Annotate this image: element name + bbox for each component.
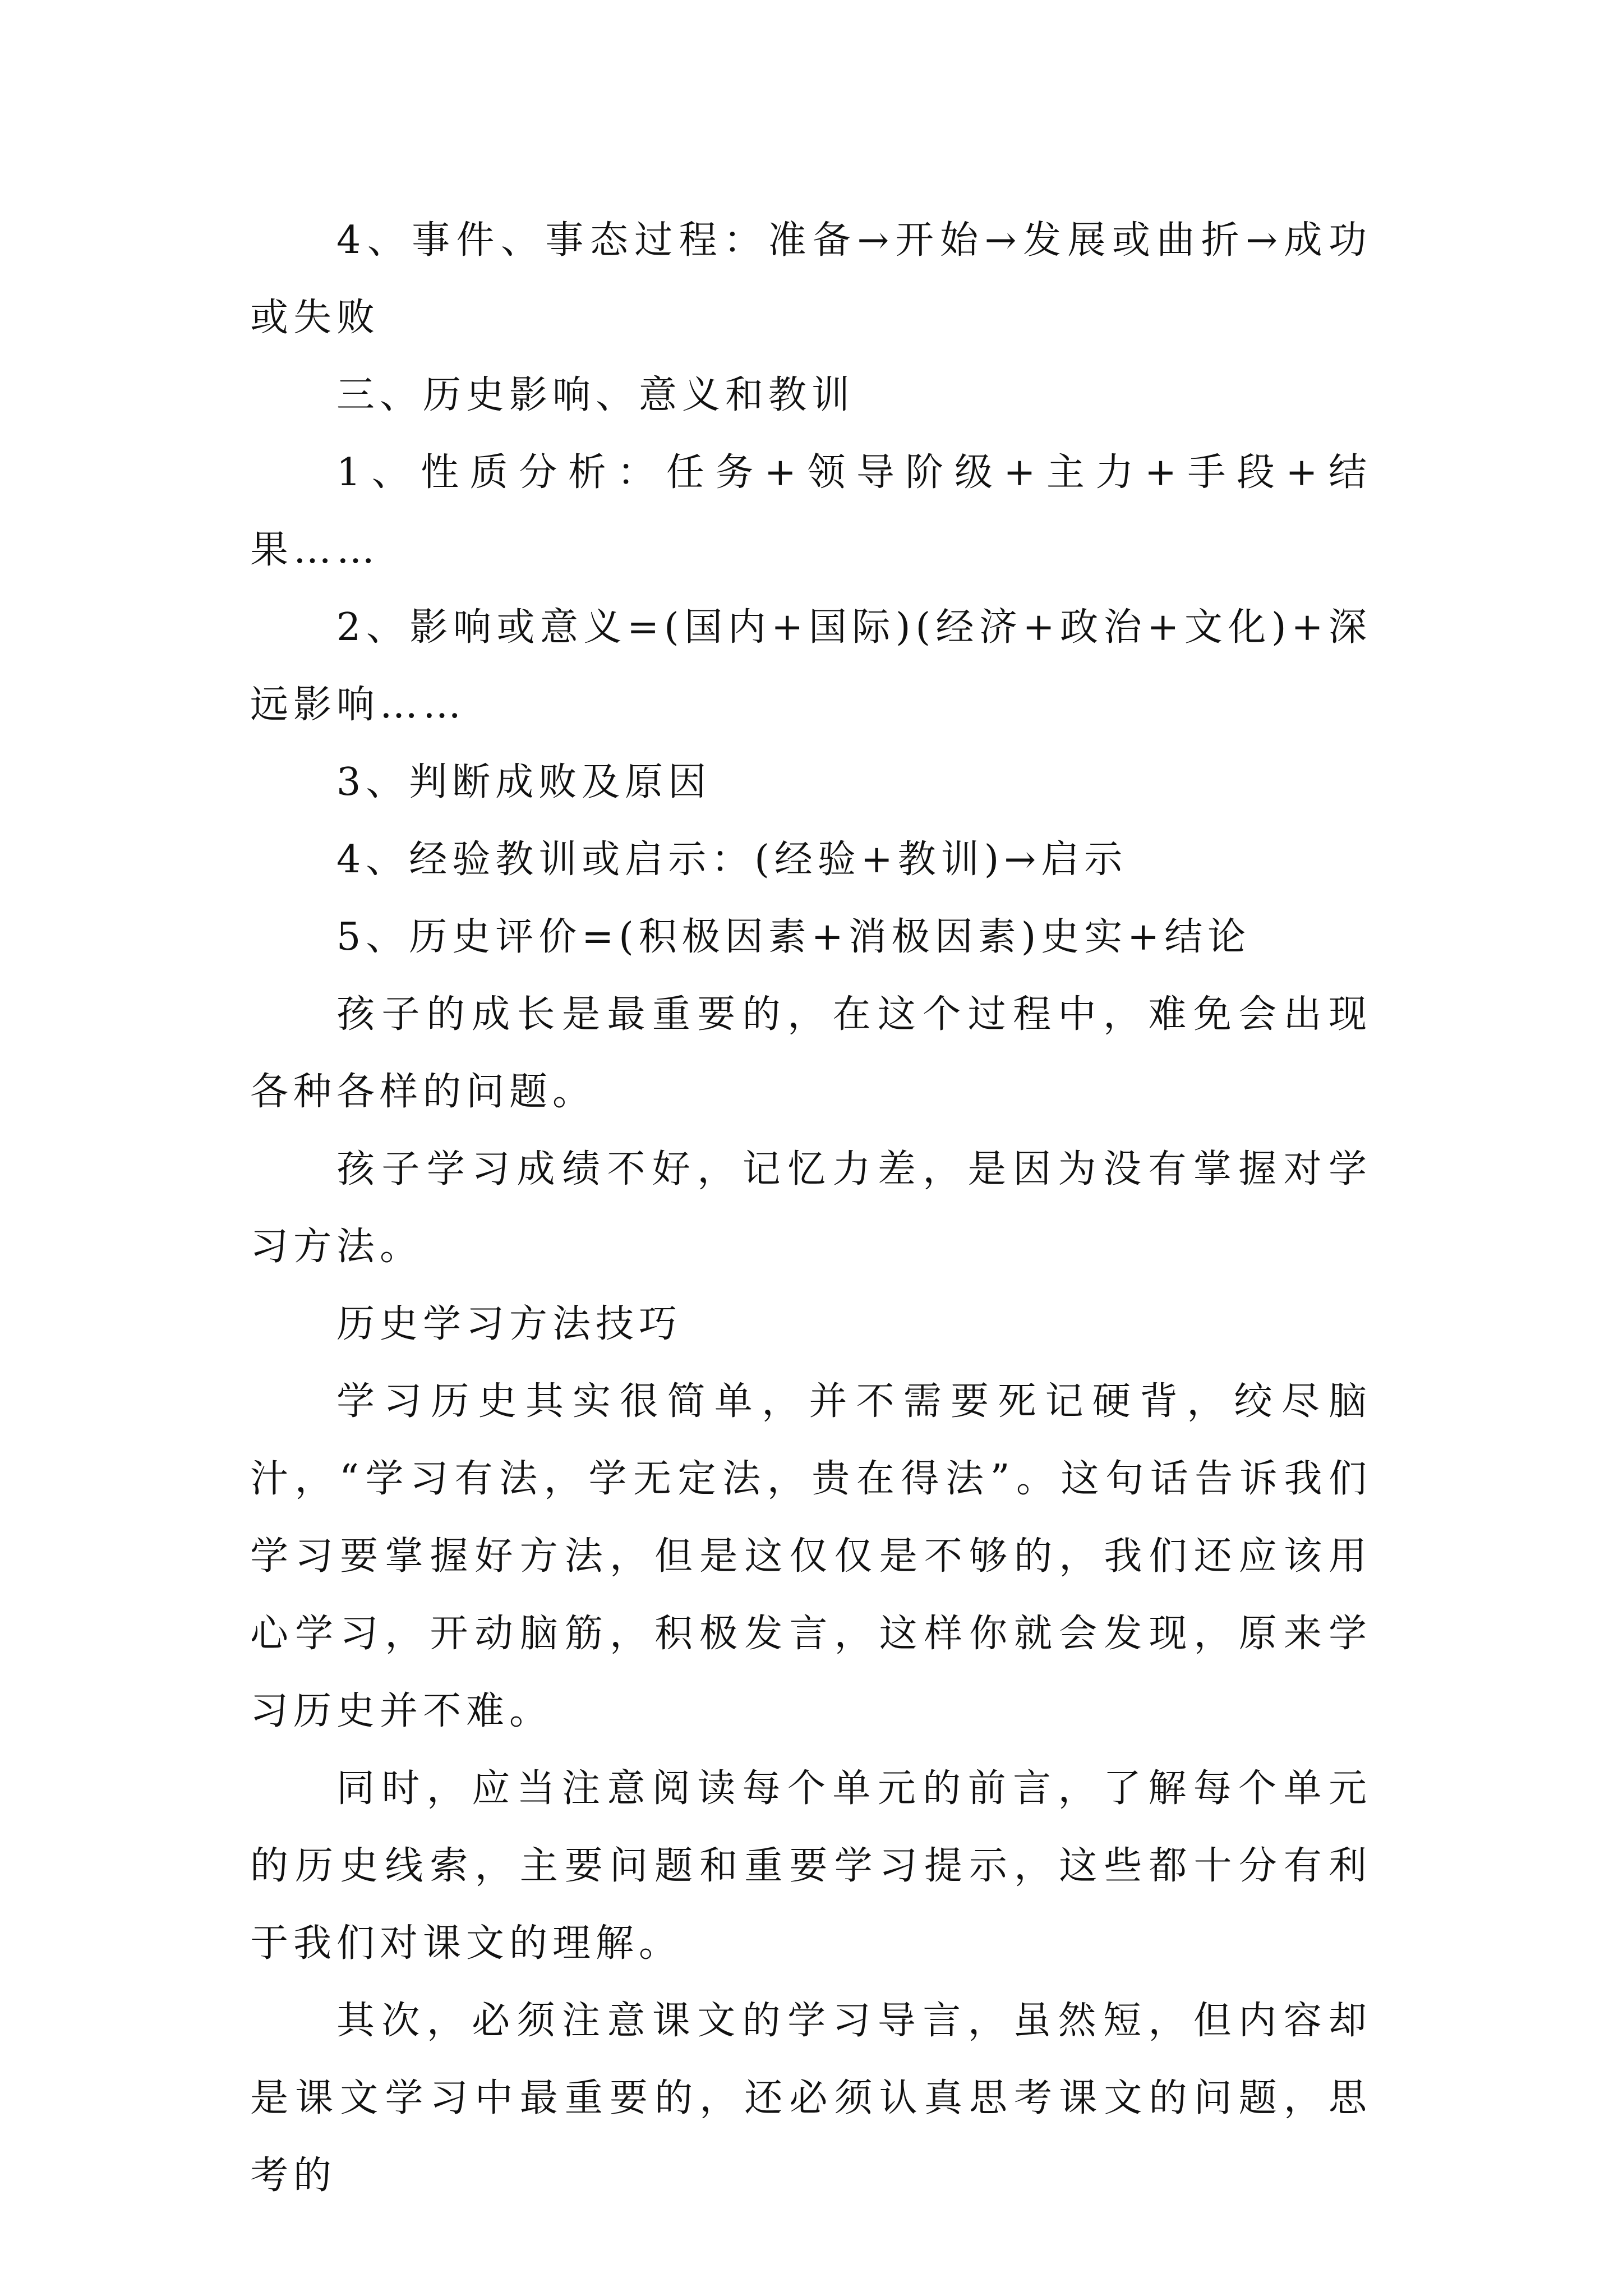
paragraph-influence-meaning: 2、影响或意义=(国内+国际)(经济+政治+文化)+深远影响…… <box>250 605 1372 727</box>
document-body <box>250 202 1372 2215</box>
paragraph-lessons: 4、经验教训或启示：(经验+教训)→启示 <box>336 838 1128 882</box>
paragraph-success-failure: 3、判断成败及原因 <box>336 760 712 804</box>
paragraph-nature-analysis: 1、性质分析：任务+领导阶级+主力+手段+结果…… <box>250 450 1372 572</box>
paragraph-learning-history: 学习历史其实很简单，并不需要死记硬背，绞尽脑汁，“学习有法，学无定法，贵在得法”。这句话告诉我们学习要掌握好方法，但是这仅仅是不够的，我们还应该用心学习，开动脑筋，积极发言，这样你就会发现，原来学习历史并不难。 <box>250 1379 1372 1733</box>
paragraph-lesson-intro: 其次，必须注意课文的学习导言，虽然短，但内容却是课文学习中最重要的，还必须认真思考课文的问题，思考的 <box>250 1999 1372 2198</box>
paragraph-child-grades: 孩子学习成绩不好，记忆力差，是因为没有掌握对学习方法。 <box>250 1147 1372 1269</box>
paragraph-methods-heading: 历史学习方法技巧 <box>336 1302 683 1346</box>
paragraph-unit-preface: 同时，应当注意阅读每个单元的前言，了解每个单元的历史线索，主要问题和重要学习提示，这些都十分有利于我们对课文的理解。 <box>250 1766 1372 1966</box>
paragraph-child-growth: 孩子的成长是最重要的，在这个过程中，难免会出现各种各样的问题。 <box>250 992 1372 1114</box>
paragraph-evaluation: 5、历史评价=(积极因素+消极因素)史实+结论 <box>336 915 1251 959</box>
paragraph-event-process: 4、事件、事态过程：准备→开始→发展或曲折→成功或失败 <box>250 218 1372 340</box>
paragraph-section-three-heading: 三、历史影响、意义和教训 <box>336 373 855 417</box>
